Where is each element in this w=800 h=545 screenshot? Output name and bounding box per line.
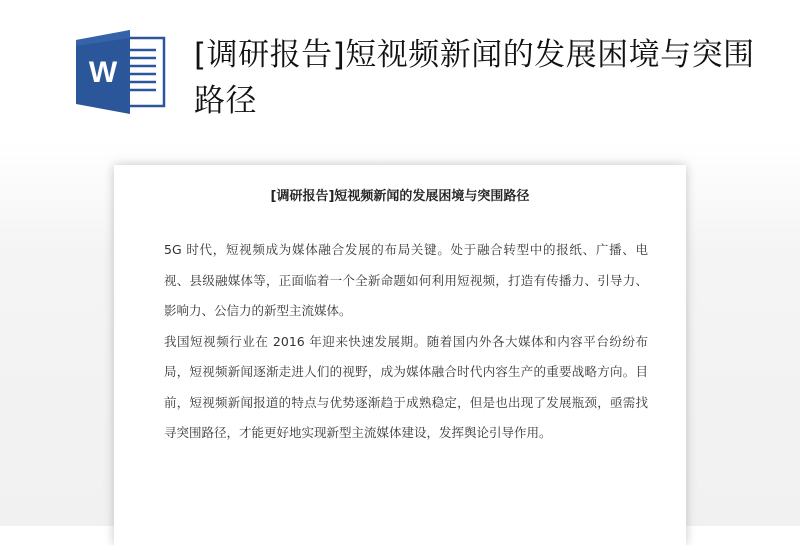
word-icon-letter: W	[88, 56, 118, 89]
word-icon	[74, 30, 166, 114]
document-page	[114, 165, 686, 545]
page-title: [调研报告]短视频新闻的发展困境与突围路径	[194, 37, 755, 119]
document-paragraph: 5G 时代，短视频成为媒体融合发展的布局关键。处于融合转型中的报纸、广播、电视、县级融媒体等，正面临着一个全新命题如何利用短视频，打造有传播力、引导力、影响力、公信力的新型主流媒体。	[164, 242, 648, 318]
document-paragraph: 我国短视频行业在 2016 年迎来快速发展期。随着国内外各大媒体和内容平台纷纷布局，短视频新闻逐渐走进人们的视野，成为媒体融合时代内容生产的重要战略方向。目前，短视频新闻报道的特点与优势逐渐趋于成熟稳定，但是也出现了发展瓶颈，亟需找寻突围路径，才能更好地实现新型主流媒体建设，发挥舆论引导作用。	[164, 333, 648, 440]
document-title: [调研报告]短视频新闻的发展困境与突围路径	[270, 189, 530, 204]
document-body	[164, 235, 648, 449]
